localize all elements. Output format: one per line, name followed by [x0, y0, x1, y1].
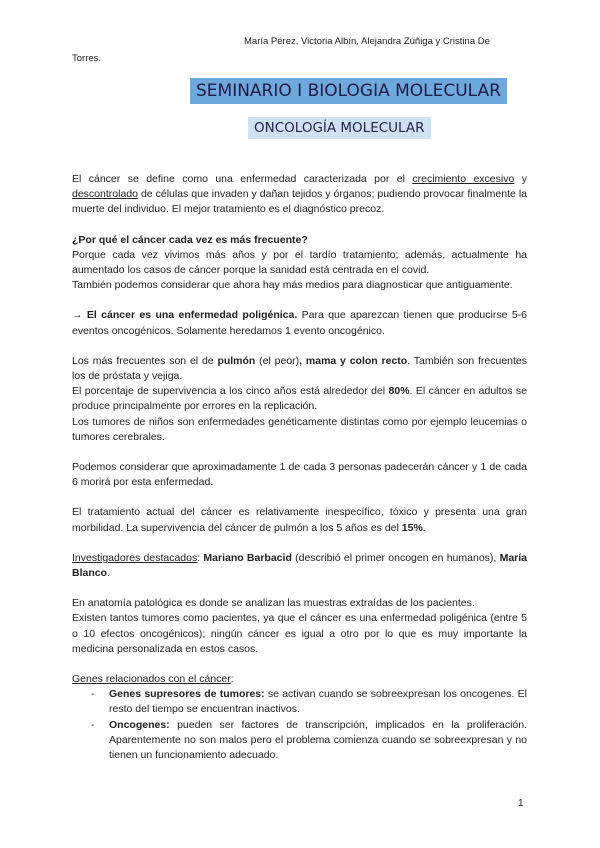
document-subtitle: ONCOLOGÍA MOLECULAR: [248, 117, 431, 139]
text: El tratamiento actual del cáncer es relativamente inespecífico, tóxico y presenta una gran morbilidad. La supervivencia del cáncer de pulmón a los 5 años es del: [72, 506, 527, 534]
underlined-term: descontrolado: [72, 188, 138, 201]
text: (describió el primer oncogen en humanos),: [291, 551, 500, 564]
researcher-name: Mariano Barbacid: [203, 551, 292, 564]
text: se activan cuando se sobreexpresan los oncogenes. El resto del tiempo se encuentran inactivos.: [109, 688, 527, 716]
text: . El cáncer en adultos se produce principalmente por errores en la replicación.: [72, 385, 527, 413]
page-number: 1: [518, 798, 524, 809]
text: Los más frecuentes son el de: [72, 354, 218, 367]
text: . También son frecuentes los de próstata y vejiga.: [72, 354, 528, 383]
text: También podemos considerar que ahora hay más medios para diagnosticar que antiguamente.: [72, 279, 513, 292]
paragraph-researchers: [72, 551, 527, 581]
bold-term: 15%: [401, 521, 423, 534]
text: :: [230, 673, 234, 686]
underlined-label: Genes relacionados con el cáncer: [72, 673, 231, 686]
header-authors-continued: Torres.: [72, 53, 102, 64]
underlined-term: crecimiento excesivo: [412, 173, 515, 185]
text: Para que aparezcan tienen que producirse 5-6 eventos oncogénicos. Solamente heredamos 1 evento oncogénico.: [72, 309, 528, 337]
bold-term: Oncogenes:: [109, 718, 170, 731]
text: de células que invaden y dañan tejidos y órganos; pudiendo provocar finalmente la muerte del individuo. El mejor tratamiento es el diagnóstico precoz.: [72, 188, 527, 216]
line: Los tumores de niños son enfermedades genéticamente distintas como por ejemplo leucemias o tumores cerebrales.: [72, 415, 527, 443]
text: .: [107, 567, 110, 580]
text: (el peor): [255, 354, 300, 367]
document-title: SEMINARIO I BIOLOGIA MOLECULAR: [190, 78, 507, 104]
bold-term: , mama y colon recto: [299, 354, 408, 367]
paragraph-treatment: [72, 505, 527, 535]
bold-statement: → El cáncer es una enfermedad poligénica.: [72, 309, 298, 322]
text: .: [422, 521, 426, 534]
paragraph-polygenic: [72, 308, 527, 338]
genes-section: [72, 672, 527, 763]
heading-text: ¿Por qué el cáncer cada vez es más frecuente?: [72, 233, 308, 246]
line: En anatomía patológica es donde se analizan las muestras extraídas de los pacientes.: [72, 597, 475, 610]
paragraph-common-cancers: [72, 354, 527, 445]
text: El porcentaje de supervivencia a los cinco años está alrededor del: [72, 385, 389, 398]
line: [72, 354, 527, 384]
text: El cáncer se define como una enfermedad caracterizada por el: [72, 173, 413, 185]
paragraph-definition: [72, 172, 527, 218]
paragraph-frequency: [72, 233, 527, 294]
text: y: [514, 173, 527, 185]
text: :: [197, 551, 204, 564]
text: pueden ser factores de transcripción, implicados en la proliferación. Aparentemente no son malos pero el problema comienza cuando se sobreexpresan y no tienen un funcionamiento adecuado.: [109, 718, 527, 762]
genes-heading: [72, 672, 527, 687]
section-heading: [72, 233, 527, 248]
line: [72, 384, 527, 414]
bold-term: pulmón: [217, 354, 256, 367]
bold-term: 80%: [388, 385, 410, 398]
header-authors: María Pérez, Victoria Albín, Alejandra Zúñiga y Cristina De: [244, 36, 490, 47]
list-item: [109, 687, 527, 717]
list-item: [109, 718, 527, 764]
bold-term: Genes supresores de tumores:: [109, 688, 265, 701]
document-body: [72, 172, 527, 763]
line: Existen tantos tumores como pacientes, ya que el cáncer es una enfermedad poligénica (entre 5 o 10 efectos oncogénicos); ningún cáncer es igual a otro por lo que es muy importante la medicina personalizada en estos casos.: [72, 612, 527, 655]
researcher-name: María Blanco: [72, 551, 528, 580]
genes-list: [72, 687, 527, 763]
underlined-label: Investigadores destacados: [72, 551, 198, 564]
paragraph-statistics: Podemos considerar que aproximadamente 1 de cada 3 personas padecerán cáncer y 1 de cada 6 morirá por esta enfermedad.: [72, 461, 527, 489]
text: Porque cada vez vivimos más años y por el tardío tratamiento; además, actualmente ha aumentado los casos de cáncer porque la sanidad está centrada en el covid.: [72, 248, 527, 277]
paragraph-pathology: [72, 596, 527, 657]
